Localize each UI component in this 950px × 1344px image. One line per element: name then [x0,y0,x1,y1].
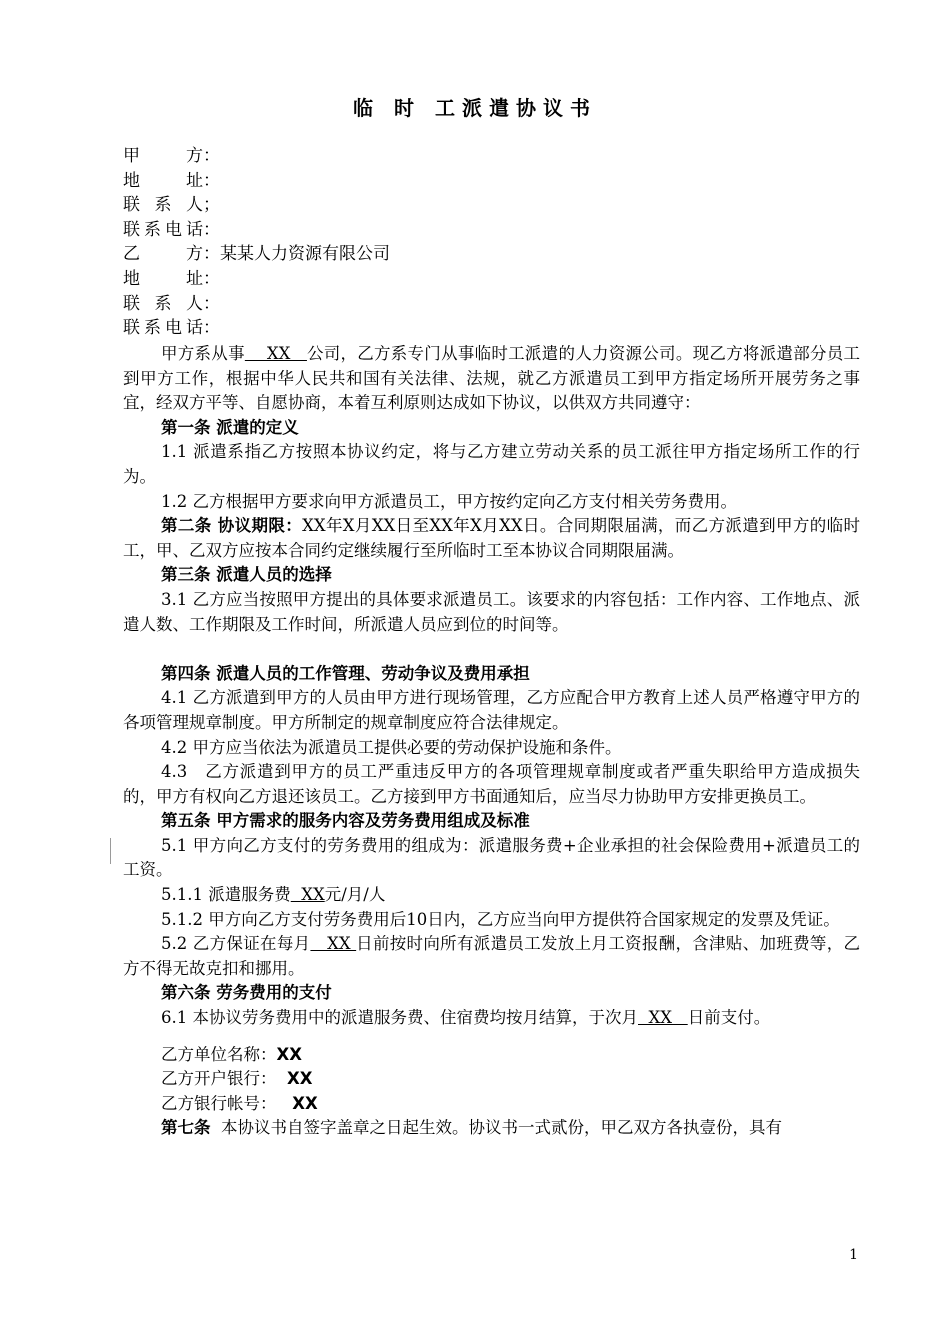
clause-1-2: 1.2 乙方根据甲方要求向甲方派遣员工，甲方按约定向乙方支付相关劳务费用。 [161,491,737,511]
party-a-label: 甲方 [123,146,203,166]
clause-5-1-2: 5.1.2 甲方向乙方支付劳务费用后10日内，乙方应当向甲方提供符合国家规定的发票及凭证。 [161,909,840,929]
clause-1-1: 1.1 派遣系指乙方按照本协议约定，将与乙方建立劳动关系的员工派往甲方指定场所工作的行为。 [123,442,860,486]
clause-5-1: 5.1 甲方向乙方支付的劳务费用的组成为：派遣服务费+企业承担的社会保险费用+派遣员工的工资。 [123,835,860,880]
party-b-phone-label: 联系电话 [123,318,203,339]
clause-5-1-1: 5.1.1 派遣服务费 XX元/月/人 [161,885,386,905]
bank-unit-name: 乙方单位名称：XX [161,1044,302,1064]
party-line-a: 甲方： [123,144,390,169]
party-b-company-name: 某某人力资源有限公司 [220,244,390,265]
party-line-b-phone: 联系电话： [123,316,390,341]
payday-blank: XX [310,934,357,954]
clause-5-2: 5.2 乙方保证在每月 XX 日前按时向所有派遣员工发放上月工资报酬，含津贴、加班费等，乙方不得无故克扣和挪用。 [123,934,860,978]
clause-4-1: 4.1 乙方派遣到甲方的人员由甲方进行现场管理，乙方应配合甲方教育上述人员严格遵守甲方的各项管理规章制度。甲方所制定的规章制度应符合法律规定。 [123,688,860,732]
service-fee-blank: XX [290,885,325,905]
article-5-heading: 第五条 甲方需求的服务内容及劳务费用组成及标准 [161,811,530,831]
party-line-a-address: 地址： [123,169,390,194]
page-number: 1 [849,1247,858,1263]
article-2-heading: 第二条 协议期限： [161,516,303,536]
bank-account: 乙方银行帐号： XX [161,1093,318,1113]
clause-6-1: 6.1 本协议劳务费用中的派遣服务费、住宿费均按月结算，于次月 XX 日前支付。 [161,1008,771,1028]
party-line-a-phone: 联系电话： [123,218,390,243]
business-blank: XX [244,344,307,363]
article-4-heading: 第四条 派遣人员的工作管理、劳动争议及费用承担 [161,663,530,683]
article-2-paragraph [123,514,860,563]
party-line-b-address: 地址： [123,267,390,292]
party-a-address-label: 地址 [123,170,203,191]
party-a-phone-label: 联系电话 [123,219,203,240]
revision-margin-bar [110,838,111,864]
article-6-heading: 第六条 劳务费用的支付 [161,983,332,1003]
party-b-address-label: 地址 [123,268,203,289]
party-info-block [123,144,390,341]
party-line-b-contact: 联系人： [123,292,390,317]
clause-4-3: 4.3 乙方派遣到甲方的员工严重违反甲方的各项管理规章制度或者严重失职给甲方造成损失的，甲方有权向乙方退还该员工。乙方接到甲方书面通知后，应当尽力协助甲方安排更换员工。 [123,762,860,806]
article-7-paragraph: 第七条 本协议书自签字盖章之日起生效。协议书一式贰份，甲乙双方各执壹份，具有 [161,1118,782,1138]
party-line-b: 乙方：某某人力资源有限公司 [123,242,390,267]
party-line-a-contact: 联系人； [123,193,390,218]
clause-3-1: 3.1 乙方应当按照甲方提出的具体要求派遣员工。该要求的内容包括：工作内容、工作地点、派遣人数、工作期限及工作时间，所派遣人员应到位的时间等。 [123,589,860,634]
intro-paragraph: 甲方系从事 XX 公司，乙方系专门从事临时工派遣的人力资源公司。现乙方将派遣部分员工到甲方工作，根据中华人民共和国有关法律、法规，就乙方派遣员工到甲方指定场所开展劳务之事宜，经双方平等、自愿协商，本着互利原则达成如下协议，以供双方共同遵守： [123,344,861,413]
party-b-label: 乙方 [123,244,203,265]
payment-day-blank: XX [638,1008,688,1028]
document-title: 临 时 工派遣协议书 [353,96,597,120]
article-3-heading: 第三条 派遣人员的选择 [161,565,332,585]
agreement-body [123,342,860,1141]
article-7-heading: 第七条 [161,1118,211,1138]
bank-name: 乙方开户银行： XX [161,1069,313,1089]
clause-4-2: 4.2 甲方应当依法为派遣员工提供必要的劳动保护设施和条件。 [161,737,622,757]
party-a-contact-label: 联系人 [123,195,203,216]
article-1-heading: 第一条 派遣的定义 [161,417,299,437]
article-2-text: XX年X月XX日至XX年X月XX日。合同期限届满，而乙方派遣到甲方的临时工，甲、乙双方应按本合同约定继续履行至所临时工至本协议合同期限届满。 [123,516,860,560]
party-b-contact-label: 联系人 [123,293,203,314]
